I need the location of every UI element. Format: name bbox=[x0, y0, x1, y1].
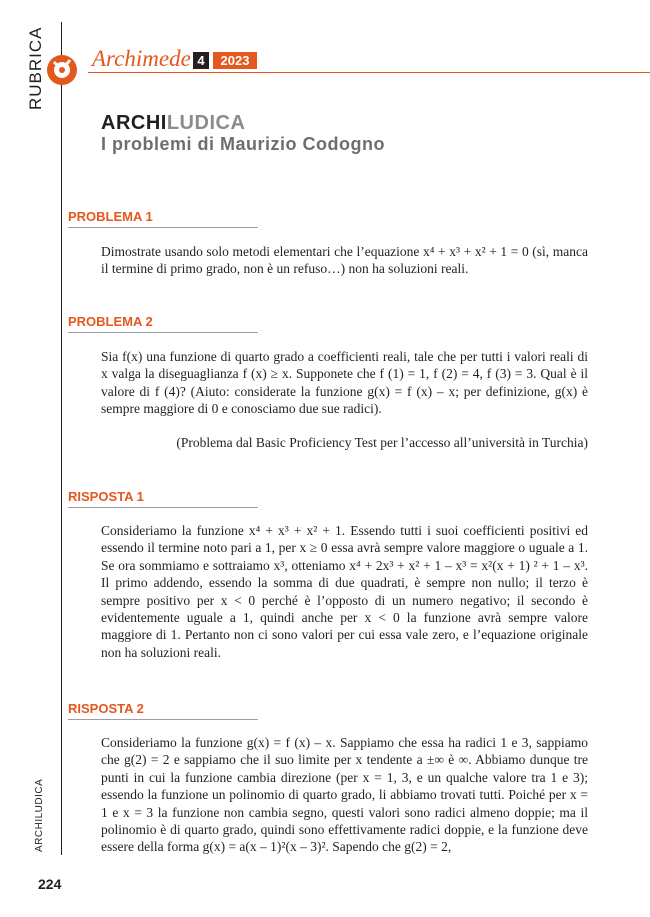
problema-2-heading: PROBLEMA 2 bbox=[68, 315, 258, 333]
column-title-light: LUDICA bbox=[166, 112, 246, 134]
problema-1-text: Dimostrate usando solo metodi elementari che l’equazione x⁴ + x³ + x² + 1 = 0 (sì, manca il termine di primo grado, non è un refuso…) non ha soluzioni reali. bbox=[101, 244, 588, 277]
archimede-logo-icon bbox=[40, 48, 88, 88]
page-number: 224 bbox=[38, 876, 62, 892]
magazine-title: Archimede bbox=[92, 46, 191, 71]
column-subtitle: I problemi di Maurizio Codogno bbox=[101, 134, 385, 154]
risposta-2-heading: RISPOSTA 2 bbox=[68, 702, 258, 720]
risposta-1-text: Consideriamo la funzione x⁴ + x³ + x² + 1. Essendo tutti i suoi coefficienti positivi ed essendo il termine noto pari a 1, per x ≥ 0 essa avrà sempre valore maggiore o uguale a 1. Se ora sommiamo e sottraiamo x³, otteniamo x⁴ + 2x³ + x² + 1 – x³ = x²(x + 1) ² + 1 – x³. Il primo addendo, essendo la somma di due quadrati, è sempre non nullo; il terzo è sempre positivo per x < 0 perché è l’opposto di un numero negativo; il secondo è evidentemente uguale a 1, quindi anche per x < 0 la funzione avrà sempre valore maggiore di 1. Pertanto non ci sono valori per cui essa vale zero, e l’equazione originale non ha soluzioni reali. bbox=[101, 523, 588, 660]
risposta-1-heading: RISPOSTA 1 bbox=[68, 490, 258, 508]
issue-number: 4 bbox=[193, 52, 209, 69]
problema-2-text: Sia f(x) una funzione di quarto grado a coefficienti reali, tale che per tutti i valori reali di x valga la diseguaglianza f (x) ≥ x. Supponete che f (1) = 1, f (2) = 4, f (3) = 3. Qual è il valore di f (4)? (Aiuto: considerate la funzione g(x) = f (x) – x; per definizione, g(x) è sempre maggiore di 0 e conosciamo due sue radici). bbox=[101, 349, 588, 417]
column-title-dark: ARCHI bbox=[101, 112, 167, 134]
masthead-rule bbox=[88, 72, 650, 73]
column-title bbox=[101, 112, 245, 135]
problema-2-credit: (Problema dal Basic Proficiency Test per l’accesso all’università in Turchia) bbox=[176, 435, 588, 450]
problema-1-heading: PROBLEMA 1 bbox=[68, 210, 258, 228]
issue-year: 2023 bbox=[213, 52, 257, 69]
left-rule bbox=[61, 22, 62, 855]
side-footer-label: ARCHILUDICA bbox=[34, 778, 45, 852]
rubrica-label: RUBRICA bbox=[26, 26, 45, 110]
risposta-2-text: Consideriamo la funzione g(x) = f (x) – x. Sappiamo che essa ha radici 1 e 3, sappiamo che g(2) = 2 e sappiamo che il suo limite per x tendente a ±∞ è ∞. Abbiamo dunque tre punti in cui la funzione cambia direzione (per x = 1, 3, e un qualche valore tra 1 e 3); essendo la funzione un polinomio di quarto grado, li abbiamo trovati tutti. Poiché per x = 1 e x = 3 la funzione non cambia segno, questi valori sono radici almeno doppie; ma il polinomio è di quarto grado, quindi sono effettivamente radici doppie, e la funzione deve essere della forma g(x) = a(x – 1)²(x – 3)². Sapendo che g(2) = 2, bbox=[101, 735, 588, 855]
